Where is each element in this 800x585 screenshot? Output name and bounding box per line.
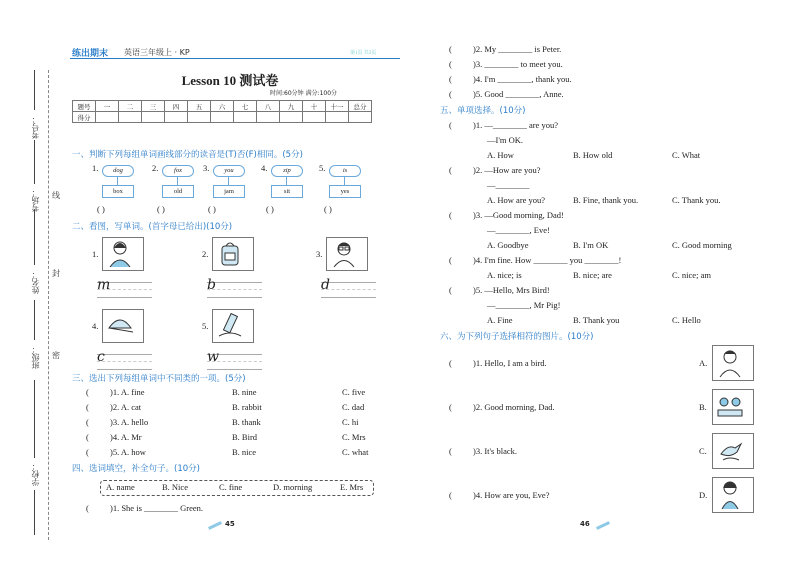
word-cloud: fox	[162, 165, 194, 177]
option-a: A. How	[487, 150, 514, 160]
cap-icon	[102, 309, 144, 343]
side-underline	[34, 380, 35, 458]
option-b: B. Bird	[232, 432, 258, 442]
answer-paren[interactable]: (	[449, 59, 452, 69]
word-bank-item: C. fine	[219, 482, 243, 492]
option-c: C. what	[342, 447, 369, 457]
first-letter: w	[207, 349, 219, 365]
fill-sentence: )3. ________ to meet you.	[473, 59, 563, 69]
word-cloud: is	[329, 165, 361, 177]
picture-option[interactable]	[712, 477, 754, 513]
woman-icon	[102, 237, 144, 271]
score-input-cell[interactable]	[142, 112, 165, 123]
word-bank-item: B. Nice	[162, 482, 188, 492]
picture-option-label: D.	[699, 490, 708, 500]
option-b: B. nine	[232, 387, 257, 397]
seal-char-seal: 封	[52, 269, 60, 278]
side-label-exam-number: 考号：	[31, 115, 40, 139]
answer-paren[interactable]: (	[86, 387, 89, 397]
question-reply: —I'm OK.	[487, 135, 524, 145]
side-underline	[34, 300, 35, 340]
option-a: )4. A. Mr	[110, 432, 142, 442]
header-tag: 第1页 共2页	[350, 51, 377, 56]
question-number: 1.	[92, 249, 99, 259]
option-a: A. nice; is	[487, 270, 522, 280]
option-a: )1. A. fine	[110, 387, 145, 397]
score-table-score-row	[73, 112, 372, 123]
section-6-title: 六、为下列句子选择相符的图片。(10分)	[440, 332, 594, 342]
page-number-left: 45	[225, 520, 235, 528]
question-number: 2.	[152, 163, 159, 173]
picture-option[interactable]	[712, 433, 754, 469]
option-a: )5. A. how	[110, 447, 146, 457]
score-input-cell[interactable]	[188, 112, 211, 123]
score-table-label-cell: 得分	[73, 112, 96, 123]
word-cloud: you	[213, 165, 245, 177]
option-a: A. Goodbye	[487, 240, 529, 250]
score-input-cell[interactable]	[96, 112, 119, 123]
answer-paren[interactable]: (	[86, 417, 89, 427]
header-rule	[70, 58, 400, 59]
sentence-text: )3. It's black.	[473, 446, 518, 456]
option-b: B. nice; are	[573, 270, 612, 280]
score-input-cell[interactable]	[211, 112, 234, 123]
side-label-name: 姓名：	[31, 270, 40, 294]
answer-paren[interactable]: (	[449, 210, 452, 220]
score-table-header-cell: 九	[280, 101, 303, 112]
section-2-title: 二、看图，写单词。(首字母已给出)(10分)	[72, 222, 233, 232]
score-table-header-cell: 六	[211, 101, 234, 112]
question-text: )1. —________ are you?	[473, 120, 558, 130]
option-c: C. Good morning	[672, 240, 732, 250]
answer-paren[interactable]: (	[449, 165, 452, 175]
option-c: C. What	[672, 150, 701, 160]
score-table-header-cell: 二	[119, 101, 142, 112]
first-letter: d	[321, 277, 330, 293]
answer-blank[interactable]: ( )	[324, 204, 332, 214]
section-1-title: 一、判断下列每组单词画线部分的读音是(T)否(F)相同。(5分)	[72, 150, 303, 160]
answer-paren[interactable]: (	[86, 432, 89, 442]
brand-logo: 练出期末	[72, 49, 109, 59]
score-table-header-cell: 十	[303, 101, 326, 112]
dad-icon	[326, 237, 368, 271]
section-5-title: 五、单项选择。(10分)	[440, 106, 526, 116]
question-number: 5.	[202, 321, 209, 331]
score-table-header-row	[73, 101, 372, 112]
question-number: 4.	[261, 163, 268, 173]
option-c: C. five	[342, 387, 366, 397]
score-input-cell[interactable]	[280, 112, 303, 123]
writing-midline	[97, 361, 152, 362]
answer-paren[interactable]: (	[449, 255, 452, 265]
score-input-cell[interactable]	[165, 112, 188, 123]
question-reply: —________, Eve!	[487, 225, 550, 235]
option-a: )3. A. hello	[110, 417, 149, 427]
seal-char-secret: 密	[52, 351, 60, 360]
side-underline	[34, 490, 35, 535]
side-underline	[34, 140, 35, 184]
answer-paren[interactable]: (	[86, 402, 89, 412]
question-number: 3.	[316, 249, 323, 259]
side-underline	[34, 70, 35, 110]
word-bank-item: A. name	[106, 482, 135, 492]
score-table-header-cell: 十一	[326, 101, 349, 112]
picture-option-label: C.	[699, 446, 707, 456]
score-table-header-cell: 三	[142, 101, 165, 112]
score-table	[72, 100, 372, 123]
question-number: 4.	[92, 321, 99, 331]
option-b: B. How old	[573, 150, 613, 160]
connector-line	[286, 177, 287, 185]
word-cloud: zip	[271, 165, 303, 177]
picture-option[interactable]	[712, 345, 754, 381]
pencil-icon	[208, 521, 222, 530]
picture-option[interactable]	[712, 389, 754, 425]
question-text: )4. I'm fine. How ________ you ________!	[473, 255, 622, 265]
score-input-cell[interactable]	[234, 112, 257, 123]
score-input-cell[interactable]	[349, 112, 372, 123]
answer-blank[interactable]: ( )	[97, 204, 105, 214]
question-text: )5. —Hello, Mrs Bird!	[473, 285, 550, 295]
word-box: old	[162, 185, 194, 198]
time-info: 时间:60分钟 满分:100分	[270, 90, 338, 97]
water-icon	[212, 309, 254, 343]
option-c: C. Mrs	[342, 432, 366, 442]
question-number: 1.	[92, 163, 99, 173]
sentence-text: )4. How are you, Eve?	[473, 490, 550, 500]
picture-option-label: A.	[699, 358, 708, 368]
word-box: jam	[213, 185, 245, 198]
section-4-title: 四、选词填空，补全句子。(10分)	[72, 464, 200, 474]
option-a: A. Fine	[487, 315, 513, 325]
option-b: B. nice	[232, 447, 257, 457]
answer-blank[interactable]: ( )	[266, 204, 274, 214]
score-input-cell[interactable]	[119, 112, 142, 123]
score-input-cell[interactable]	[303, 112, 326, 123]
answer-paren[interactable]: (	[449, 490, 452, 500]
answer-paren[interactable]: (	[86, 447, 89, 457]
pencil-icon	[596, 521, 610, 530]
sentence-text: )2. Good morning, Dad.	[473, 402, 555, 412]
option-c: C. nice; am	[672, 270, 711, 280]
side-label-class: 班级：	[31, 345, 40, 369]
question-reply: —________	[487, 180, 530, 190]
option-a: )2. A. cat	[110, 402, 142, 412]
connector-line	[117, 177, 118, 185]
answer-paren[interactable]: (	[86, 503, 89, 513]
option-a: A. How are you?	[487, 195, 546, 205]
option-c: C. Thank you.	[672, 195, 721, 205]
score-table-header-cell: 五	[188, 101, 211, 112]
question-text: )2. —How are you?	[473, 165, 541, 175]
score-table-header-cell: 总分	[349, 101, 372, 112]
option-b: B. I'm OK	[573, 240, 609, 250]
answer-paren[interactable]: (	[449, 89, 452, 99]
answer-paren[interactable]: (	[449, 74, 452, 84]
option-c: C. hi	[342, 417, 359, 427]
bag-icon	[212, 237, 254, 271]
question-number: 2.	[202, 249, 209, 259]
question-text: )3. —Good morning, Dad!	[473, 210, 564, 220]
first-letter: b	[207, 277, 216, 293]
word-bank-item: D. morning	[273, 482, 313, 492]
question-number: 5.	[319, 163, 326, 173]
question-number: 3.	[203, 163, 210, 173]
first-letter: m	[97, 277, 111, 293]
score-input-cell[interactable]	[326, 112, 349, 123]
fill-sentence: )1. She is ________ Green.	[110, 503, 204, 513]
page-number-right: 46	[580, 520, 590, 528]
answer-paren[interactable]: (	[449, 402, 452, 412]
page-title: Lesson 10 测试卷	[181, 73, 279, 88]
side-label-exam-room: 考场：	[31, 188, 40, 212]
side-label-school: 学校：	[31, 462, 40, 486]
score-table-header-cell: 八	[257, 101, 280, 112]
picture-option-label: B.	[699, 402, 707, 412]
writing-line[interactable]	[97, 354, 152, 370]
connector-line	[177, 177, 178, 185]
score-table-header-cell: 一	[96, 101, 119, 112]
binding-dashed-line	[48, 70, 49, 540]
brand-subtitle: 英语三年级上 · KP	[124, 48, 190, 57]
question-reply: —________, Mr Pig!	[487, 300, 561, 310]
fill-sentence: )4. I'm ________, thank you.	[473, 74, 572, 84]
side-underline	[34, 210, 35, 265]
option-b: B. rabbit	[232, 402, 262, 412]
answer-paren[interactable]: (	[449, 446, 452, 456]
word-box: yes	[329, 185, 361, 198]
sentence-text: )1. Hello, I am a bird.	[473, 358, 547, 368]
first-letter: c	[97, 349, 105, 365]
fill-sentence: )5. Good ________, Anne.	[473, 89, 564, 99]
score-table-header-cell: 题号	[73, 101, 96, 112]
word-box: sit	[271, 185, 303, 198]
score-table-header-cell: 四	[165, 101, 188, 112]
answer-blank[interactable]: ( )	[157, 204, 165, 214]
answer-paren[interactable]: (	[449, 358, 452, 368]
seal-char-line: 线	[52, 191, 60, 200]
word-cloud: dog	[102, 165, 134, 177]
connector-line	[344, 177, 345, 185]
answer-paren[interactable]: (	[449, 44, 452, 54]
option-b: B. Thank you	[573, 315, 620, 325]
option-b: B. thank	[232, 417, 261, 427]
section-3-title: 三、选出下列每组单词中不同类的一项。(5分)	[72, 374, 246, 384]
word-box: box	[102, 185, 134, 198]
connector-line	[228, 177, 229, 185]
score-input-cell[interactable]	[257, 112, 280, 123]
option-c: C. dad	[342, 402, 365, 412]
answer-paren[interactable]: (	[449, 120, 452, 130]
score-table-header-cell: 七	[234, 101, 257, 112]
option-c: C. Hello	[672, 315, 701, 325]
option-b: B. Fine, thank you.	[573, 195, 639, 205]
answer-blank[interactable]: ( )	[208, 204, 216, 214]
fill-sentence: )2. My ________ is Peter.	[473, 44, 562, 54]
answer-paren[interactable]: (	[449, 285, 452, 295]
word-bank-item: E. Mrs	[340, 482, 364, 492]
